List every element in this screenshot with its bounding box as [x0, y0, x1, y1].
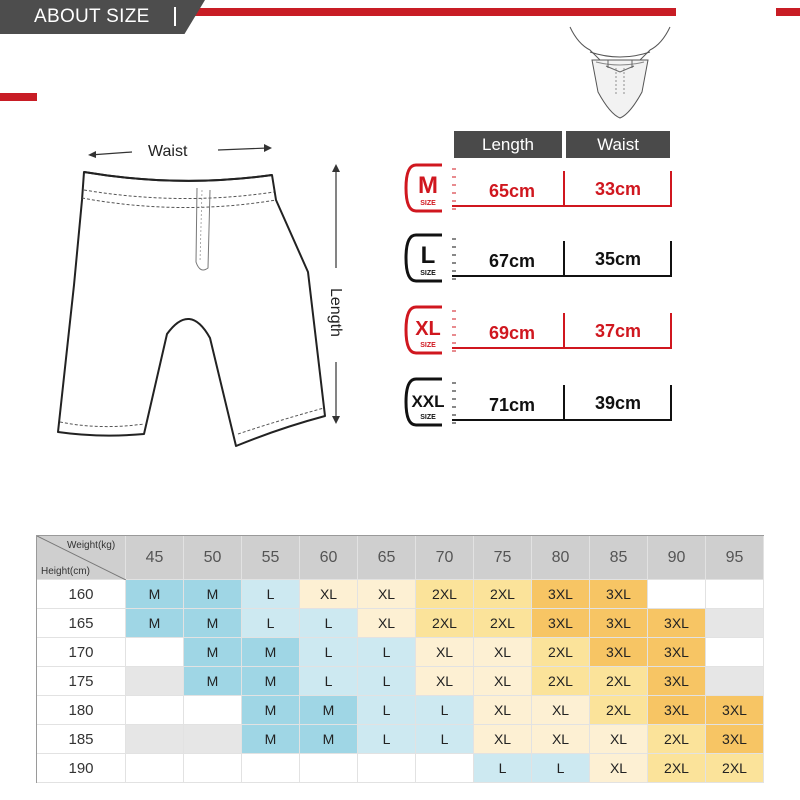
size-cell: M [300, 725, 358, 754]
size-cell: M [242, 638, 300, 667]
size-cell: 3XL [532, 609, 590, 638]
left-accent-bar [0, 93, 37, 101]
waist-value: 37cm [594, 320, 642, 341]
weight-header-cell: 90 [648, 536, 706, 580]
weight-header-cell: 50 [184, 536, 242, 580]
size-cell: 2XL [416, 580, 474, 609]
height-axis-label: Height(cm) [41, 566, 90, 577]
size-cell: XL [474, 638, 532, 667]
size-recommendation-table [36, 535, 764, 783]
size-badge [402, 161, 456, 215]
height-row-label: 180 [37, 696, 126, 725]
empty-cell [242, 754, 300, 783]
column-header-waist: Waist [566, 131, 670, 158]
size-cell: XL [590, 754, 648, 783]
weight-header-cell: 70 [416, 536, 474, 580]
empty-cell [416, 754, 474, 783]
height-row-label: 185 [37, 725, 126, 754]
size-cell: M [184, 609, 242, 638]
size-cell: L [300, 638, 358, 667]
page-title: ABOUT SIZE [34, 6, 150, 27]
size-cell: 3XL [532, 580, 590, 609]
height-row-label: 165 [37, 609, 126, 638]
size-cell: 2XL [648, 725, 706, 754]
size-cell: M [126, 609, 184, 638]
weight-header-cell: 55 [242, 536, 300, 580]
length-value: 71cm [488, 394, 536, 415]
weight-axis-label: Weight(kg) [67, 540, 116, 551]
size-cell: XL [358, 609, 416, 638]
size-badge-caption: SIZE [420, 270, 436, 277]
size-cell: L [358, 638, 416, 667]
row-edge [670, 171, 672, 207]
size-cell: L [300, 609, 358, 638]
size-cell: M [242, 696, 300, 725]
size-cell: M [300, 696, 358, 725]
size-cell: 2XL [706, 754, 764, 783]
size-cell: M [126, 580, 184, 609]
empty-cell [184, 754, 242, 783]
empty-cell [648, 580, 706, 609]
weight-header-cell: 45 [126, 536, 184, 580]
size-badge-caption: SIZE [420, 414, 436, 421]
empty-cell [358, 754, 416, 783]
empty-cell [126, 754, 184, 783]
size-cell: XL [474, 725, 532, 754]
table-corner-header [37, 536, 126, 580]
row-separator [563, 385, 565, 421]
size-cell: 3XL [706, 725, 764, 754]
weight-header-cell: 60 [300, 536, 358, 580]
empty-cell [706, 667, 764, 696]
row-separator [563, 171, 565, 207]
size-cell: XL [300, 580, 358, 609]
size-cell: L [358, 667, 416, 696]
waist-value: 39cm [594, 392, 642, 413]
waist-value: 35cm [594, 248, 642, 269]
size-cell: 3XL [590, 580, 648, 609]
size-cell: 3XL [590, 609, 648, 638]
empty-cell [126, 696, 184, 725]
row-underline [452, 205, 672, 207]
column-header-length: Length [454, 131, 562, 158]
empty-cell [184, 696, 242, 725]
size-cell: M [184, 638, 242, 667]
height-row-label: 170 [37, 638, 126, 667]
size-cell: 3XL [648, 667, 706, 696]
size-cell: L [300, 667, 358, 696]
size-cell: L [358, 696, 416, 725]
size-cell: 3XL [590, 638, 648, 667]
size-cell: 2XL [474, 580, 532, 609]
size-cell: 2XL [416, 609, 474, 638]
empty-cell [126, 638, 184, 667]
size-cell: 2XL [474, 609, 532, 638]
row-edge [670, 313, 672, 349]
size-cell: 3XL [648, 609, 706, 638]
size-cell: 3XL [648, 638, 706, 667]
empty-cell [126, 725, 184, 754]
length-value: 69cm [488, 322, 536, 343]
size-badge [402, 375, 456, 429]
size-cell: 2XL [532, 667, 590, 696]
size-cell: XL [358, 580, 416, 609]
size-cell: 3XL [648, 696, 706, 725]
row-underline [452, 275, 672, 277]
weight-header-cell: 65 [358, 536, 416, 580]
size-cell: M [242, 667, 300, 696]
size-cell: M [184, 580, 242, 609]
size-badge-letter: M [418, 172, 438, 199]
size-cell: XL [474, 667, 532, 696]
weight-header-cell: 95 [706, 536, 764, 580]
length-label: Length [327, 288, 344, 337]
size-cell: 2XL [648, 754, 706, 783]
empty-cell [126, 667, 184, 696]
size-cell: XL [416, 638, 474, 667]
size-badge [402, 231, 456, 285]
row-separator [563, 313, 565, 349]
size-badge-caption: SIZE [420, 200, 436, 207]
empty-cell [706, 638, 764, 667]
waist-value: 33cm [594, 178, 642, 199]
shorts-outline [58, 172, 325, 446]
empty-cell [706, 609, 764, 638]
height-row-label: 175 [37, 667, 126, 696]
size-badge-caption: SIZE [420, 342, 436, 349]
size-cell: M [184, 667, 242, 696]
body-figure-illustration [560, 22, 680, 122]
length-value: 67cm [488, 250, 536, 271]
empty-cell [184, 725, 242, 754]
weight-header-cell: 75 [474, 536, 532, 580]
empty-cell [706, 580, 764, 609]
size-cell: L [358, 725, 416, 754]
size-cell: L [242, 609, 300, 638]
size-cell: L [242, 580, 300, 609]
empty-cell [300, 754, 358, 783]
waist-label: Waist [148, 143, 188, 160]
size-badge [402, 303, 456, 357]
length-value: 65cm [488, 180, 536, 201]
size-cell: 2XL [532, 638, 590, 667]
row-separator [563, 241, 565, 277]
size-cell: XL [532, 696, 590, 725]
size-cell: XL [532, 725, 590, 754]
height-row-label: 160 [37, 580, 126, 609]
size-cell: XL [474, 696, 532, 725]
weight-header-cell: 80 [532, 536, 590, 580]
size-cell: XL [590, 725, 648, 754]
row-underline [452, 419, 672, 421]
size-badge-letter: L [420, 242, 436, 269]
size-cell: L [416, 725, 474, 754]
size-cell: L [532, 754, 590, 783]
size-cell: 2XL [590, 667, 648, 696]
header-divider [174, 7, 176, 26]
height-row-label: 190 [37, 754, 126, 783]
size-cell: 3XL [706, 696, 764, 725]
size-cell: L [474, 754, 532, 783]
size-badge-letter: XXL [411, 392, 445, 411]
size-cell: L [416, 696, 474, 725]
header-line-gap [676, 8, 776, 16]
shorts-diagram [40, 130, 400, 450]
row-edge [670, 241, 672, 277]
size-badge-letter: XL [415, 318, 441, 340]
size-cell: XL [416, 667, 474, 696]
size-cell: M [242, 725, 300, 754]
weight-header-cell: 85 [590, 536, 648, 580]
size-cell: 2XL [590, 696, 648, 725]
row-underline [452, 347, 672, 349]
row-edge [670, 385, 672, 421]
